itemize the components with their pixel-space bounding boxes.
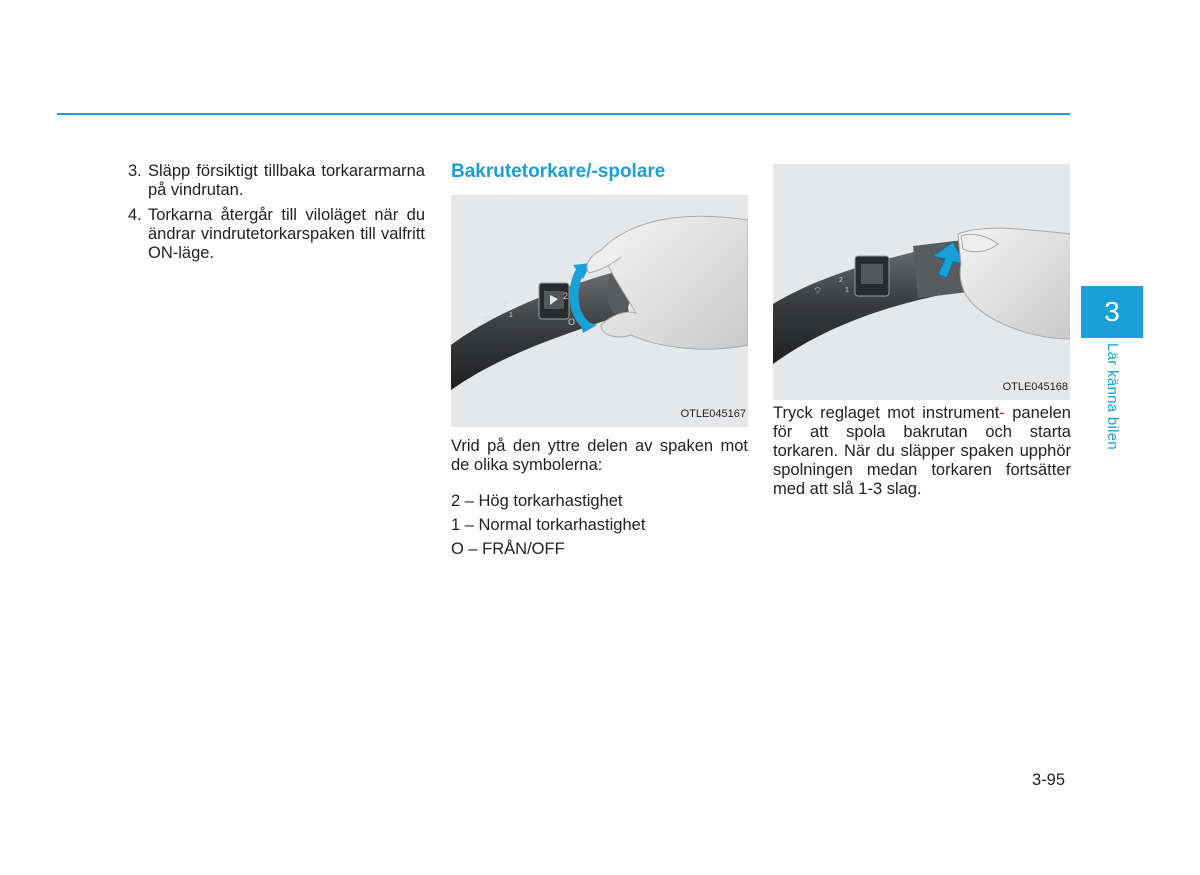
description-start: Tryck reglaget mot instrument	[773, 404, 1000, 422]
description-end: panelen för att spola bakrutan och starta torkaren. När du släpper spaken upphör spolningen medan torkaren fortsätter med att slå 1-3 slag.	[773, 404, 1071, 498]
push-switch-illustration	[773, 164, 1070, 400]
step-text: Släpp försiktigt tillbaka torkararmarna på vindrutan.	[148, 162, 425, 199]
figure-code: OTLE045168	[1002, 381, 1068, 393]
position-item-normal: 1 – Normal torkarhastighet	[451, 516, 646, 534]
svg-text:2: 2	[503, 302, 507, 309]
hyphen: -	[999, 404, 1005, 422]
svg-text:2: 2	[563, 291, 569, 301]
step-number: 4.	[128, 206, 142, 224]
figure-description: Vrid på den yttre delen av spaken mot de olika symbolerna:	[451, 437, 748, 474]
svg-text:O: O	[568, 317, 576, 327]
chapter-tab: 3	[1081, 286, 1143, 338]
step-3	[128, 162, 425, 200]
left-column	[128, 162, 425, 269]
section-title: Bakrutetorkare/-spolare	[451, 161, 666, 182]
svg-text:1: 1	[845, 287, 849, 294]
svg-text:1: 1	[509, 312, 513, 319]
step-number: 3.	[128, 162, 142, 180]
header-rule	[57, 113, 1070, 115]
svg-text:⌔: ⌔	[813, 286, 823, 297]
step-4	[128, 206, 425, 263]
svg-text:2: 2	[839, 277, 843, 284]
figure-rotate-wiper-switch	[451, 195, 748, 427]
washer-description	[773, 404, 1071, 499]
position-list	[451, 492, 748, 559]
page-number: 3-95	[1032, 771, 1066, 789]
position-item-off: O – FRÅN/OFF	[451, 540, 565, 558]
middle-column	[451, 160, 748, 564]
step-text: Torkarna återgår till viloläget när du ändrar vindrutetorkarspaken till valfritt ON-läge.	[148, 206, 425, 262]
figure-code: OTLE045167	[680, 408, 746, 420]
position-item-high: 2 – Hög torkarhastighet	[451, 492, 623, 510]
svg-text:⌔: ⌔	[481, 315, 491, 326]
figure-push-washer-switch	[773, 164, 1070, 400]
rotate-switch-illustration	[451, 195, 748, 427]
chapter-label: Lär känna bilen	[1104, 343, 1121, 451]
right-column	[773, 164, 1071, 499]
